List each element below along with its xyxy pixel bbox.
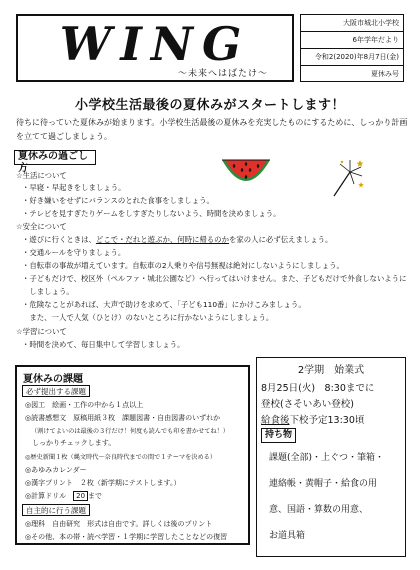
belongings-item: 課題(全部)・上ぐつ・筆箱・ [269, 453, 385, 463]
drill-page-box: 20 [73, 491, 88, 501]
safety-heading: ☆安全について [16, 222, 67, 231]
after-lunch-label: 給食後 [261, 415, 290, 426]
school-name: 大阪市城北小学校 [301, 15, 403, 32]
intro-text: 待ちに待っていた夏休みが始まります。小学校生活最後の夏休みを充実したものにするために、しっかり計画を立てて過ごしましょう。 [16, 118, 408, 141]
issue-name: 夏休み号 [371, 70, 399, 78]
safety-item-text: を家の人に必ず伝えましょう。 [228, 235, 333, 244]
homework-item-text: ◎計算ドリル [25, 492, 74, 500]
homework-item [25, 491, 102, 501]
ceremony-date: 8月25日(火) 8:30までに [261, 383, 375, 394]
homework-item: ◎読書感想文 原稿用紙３枚 課題図書・自由図書のいずれか [25, 414, 221, 422]
life-item: ・好き嫌いをせずにバランスのとれた食事をしましょう。 [22, 196, 214, 205]
sparkler-icon [330, 158, 364, 198]
newsletter-subtitle: ～未来へはばたけ～ [177, 69, 268, 79]
section-title: 夏休みの過ごし方 [14, 150, 96, 165]
homework-item-text: まで [88, 492, 103, 500]
homework-item: ◎歴史新聞１枚（縄文時代～奈良時代までの間で１テーマを決める） [25, 454, 217, 461]
ceremony-dismissal [261, 412, 364, 426]
dismissal-time: 下校予定13:30頃 [289, 415, 365, 426]
safety-item-underlined: どこで・だれと遊ぶか、何時に帰るのか [95, 235, 229, 244]
life-item: ・早寝・早起きをしましょう。 [22, 183, 126, 192]
homework-item: ◎理科 自由研究 形式は自由です。詳しくは後のプリント [25, 520, 213, 528]
issue-info-box [300, 14, 404, 82]
safety-item: また、一人で人気（ひとけ）のないところに行かないようにしましょう。 [22, 313, 274, 322]
ceremony-box [256, 357, 406, 557]
study-item: ・時間を決めて、毎日集中して学習しましょう。 [22, 340, 185, 349]
homework-item: ◎その他、本の帯・読べ学習・１学期に学習したことなどの復習 [25, 533, 228, 541]
grade-label: 6年学年だより [301, 32, 403, 49]
belongings-item: お道具箱 [269, 531, 306, 541]
safety-item: ・自転車の事故が増えています。自転車の2人乗りや信号無視は絶対にしないようにしましょう。 [22, 261, 344, 270]
title-banner [16, 14, 294, 82]
watermelon-icon [220, 156, 272, 186]
optional-label: 自主的に行う課題 [22, 504, 90, 516]
study-heading: ☆学習について [16, 327, 67, 336]
homework-item: ◎あゆみカレンダー [25, 466, 87, 474]
ceremony-arrival: 登校(さそいあい登校) [261, 399, 354, 410]
safety-item: ・危険なことがあれば、大声で助けを求めて、「子ども110番」にかけこみましょう。 [22, 300, 306, 309]
homework-title: 夏休みの課題 [23, 374, 83, 385]
homework-item: ◎図工 絵画・工作の中から１点以上 [25, 401, 144, 409]
safety-item: しましょう。 [22, 287, 74, 296]
safety-item: ・子どもだけで、校区外（ペルファ・城北公園など）へ行ってはいけません。また、子どもだけで外食しないように [22, 274, 407, 283]
newsletter-title: WING [59, 17, 251, 71]
homework-note: （割けてよいのは最後の３行だけ！何度も読んでも印を書かせてね！） [31, 428, 229, 435]
ceremony-title: 2学期 始業式 [297, 365, 365, 376]
safety-item [22, 234, 332, 245]
belongings-item: 連絡帳・黄帽子・給食の用 [269, 479, 378, 489]
safety-item: ・交通ルールを守りましょう。 [22, 248, 126, 257]
required-label: 必ず提出する課題 [22, 385, 90, 397]
belongings-label: 持ち物 [261, 428, 296, 443]
homework-box [15, 365, 250, 545]
safety-item-text: ・遊びに行くときは、 [22, 235, 96, 244]
homework-note: しっかりチェックします。 [25, 439, 116, 447]
belongings-item: 意、国語・算数の用意、 [269, 505, 369, 515]
life-heading: ☆生活について [16, 171, 67, 180]
homework-item: ◎漢字プリント ２枚（新学期にテストします。） [25, 479, 181, 487]
issue-date: 令和2(2020)年8月7日(金) [301, 49, 403, 66]
life-item: ・テレビを見すぎたりゲームをしすぎたりしないよう、時間を決めましょう。 [22, 209, 281, 218]
headline: 小学校生活最後の夏休みがスタートします！ [74, 98, 345, 113]
